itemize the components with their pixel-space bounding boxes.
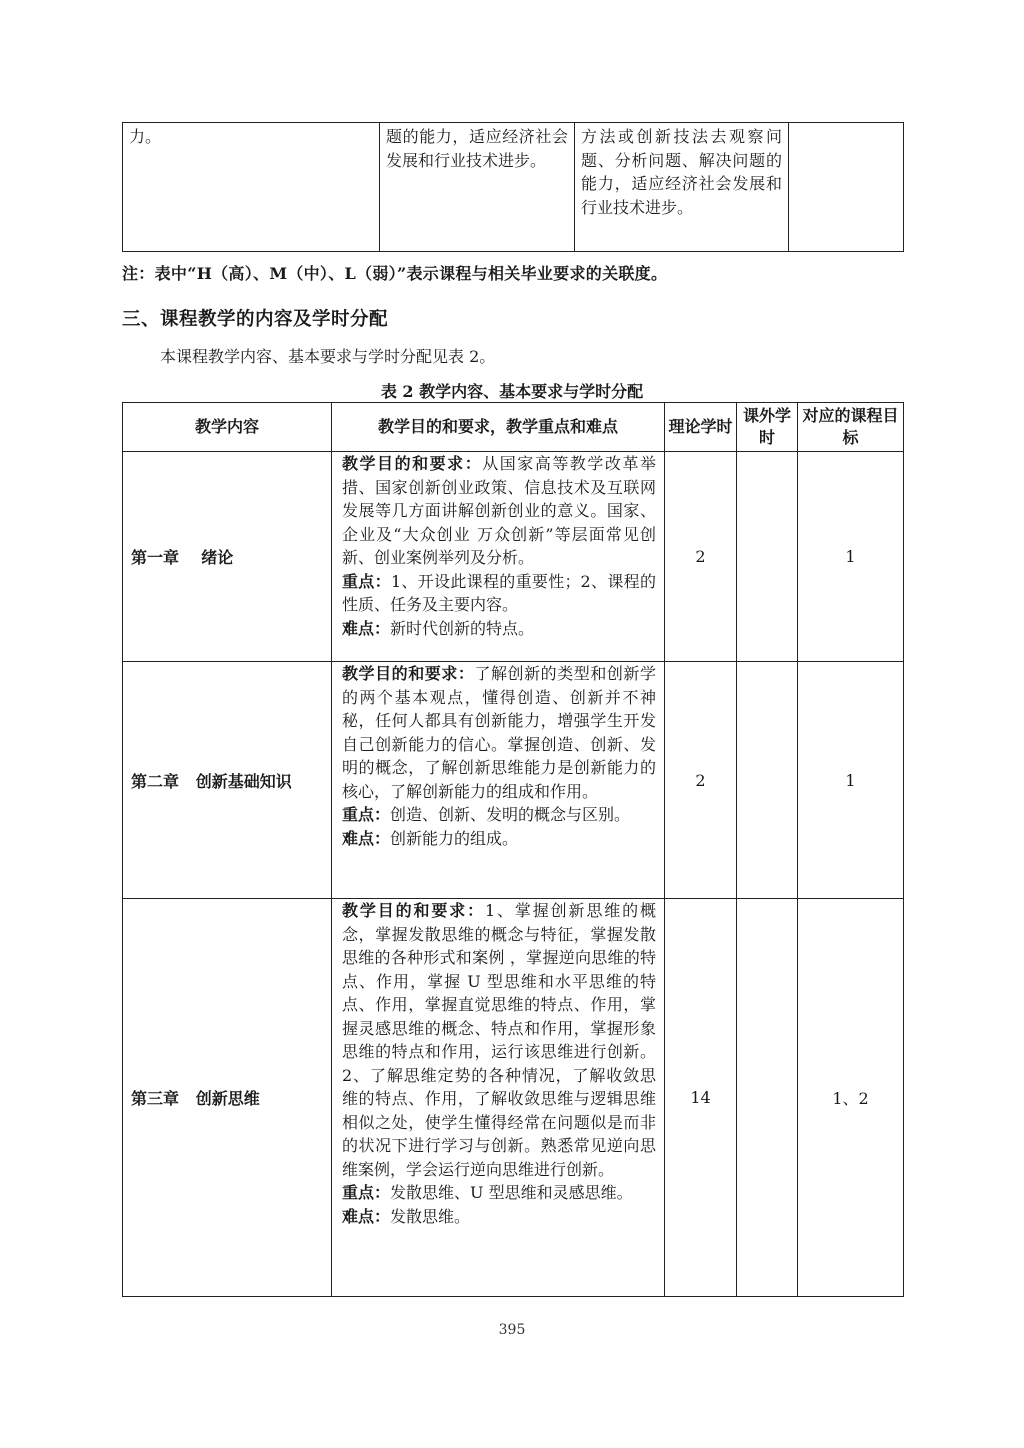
table-cell xyxy=(789,123,904,252)
key-label: 重点： xyxy=(342,805,391,824)
goal-label: 教学目的和要求： xyxy=(342,454,483,473)
header-goals: 教学目的和要求，教学重点和难点 xyxy=(332,403,665,452)
key-label: 重点： xyxy=(342,571,391,591)
intro-paragraph: 本课程教学内容、基本要求与学时分配见表 2。 xyxy=(160,347,496,366)
chapter-title: 第一章 绪论 xyxy=(123,452,332,662)
goal-label: 教学目的和要求： xyxy=(342,664,475,683)
difficulty-text: 创新能力的组成。 xyxy=(390,828,519,848)
course-objective: 1 xyxy=(798,662,904,899)
goal-text: 1、掌握创新思维的概念，掌握发散思维的概念与特征，掌握发散思维的各种形式和案例 ，掌握逆向思维的特点、作用，掌握 U 型思维和水平思维的特点、作用，掌握直觉思维的特点、作用，掌握灵感思维的概念、特点和作用，掌握形象思维的特点和作用，运行该思维进行创新。2、了解思维定势的各种情况，了解收敛思维的特点、作用，了解收敛思维与逻辑思维相似之处，使学生懂得经常在问题似是而非的状况下进行学习与创新。熟悉常见逆向思维案例，学会运行逆向思维进行创新。 xyxy=(342,901,656,1179)
difficulty-label: 难点： xyxy=(342,618,391,638)
content-hours-table xyxy=(122,402,904,1297)
header-extra-hours: 课外学时 xyxy=(737,403,798,452)
chapter-description xyxy=(332,662,665,899)
chapter-description xyxy=(332,899,665,1297)
difficulty-label: 难点： xyxy=(342,828,391,848)
header-objectives: 对应的课程目标 xyxy=(798,403,904,452)
goal-text: 了解创新的类型和创新学的两个基本观点，懂得创造、创新并不神秘，任何人都具有创新能力，增强学生开发自己创新能力的信心。掌握创造、创新、发明的概念，了解创新思维能力是创新能力的核心，了解创新能力的组成和作用。 xyxy=(342,664,656,801)
header-theory-hours: 理论学时 xyxy=(665,403,737,452)
extra-hours xyxy=(737,452,798,662)
page-number: 395 xyxy=(498,1322,526,1338)
continuation-table xyxy=(122,122,904,252)
table-cell: 力。 xyxy=(123,123,380,252)
goal-label: 教学目的和要求： xyxy=(342,901,485,920)
difficulty-text: 发散思维。 xyxy=(390,1206,471,1226)
table-caption: 表 2 教学内容、基本要求与学时分配 xyxy=(380,382,644,401)
table-cell: 题的能力，适应经济社会发展和行业技术进步。 xyxy=(380,123,575,252)
table-row xyxy=(123,123,904,252)
key-text: 创造、创新、发明的概念与区别。 xyxy=(390,805,631,824)
goal-text: 从国家高等教学改革举措、国家创新创业政策、信息技术及互联网发展等几方面讲解创新创业的意义。国家、企业及“大众创业 万众创新”等层面常见创新、创业案例举列及分析。 xyxy=(342,454,656,567)
chapter-title: 第三章 创新思维 xyxy=(123,899,332,1297)
table-header-row xyxy=(123,403,904,452)
chapter-title: 第二章 创新基础知识 xyxy=(123,662,332,899)
theory-hours: 14 xyxy=(665,899,737,1297)
theory-hours: 2 xyxy=(665,452,737,662)
header-content: 教学内容 xyxy=(123,403,332,452)
table-row xyxy=(123,899,904,1297)
table-cell: 方法或创新技法去观察问题、分析问题、解决问题的能力，适应经济社会发展和行业技术进步。 xyxy=(575,123,789,252)
course-objective: 1 xyxy=(798,452,904,662)
table-row xyxy=(123,452,904,662)
difficulty-text: 新时代创新的特点。 xyxy=(390,618,535,638)
difficulty-label: 难点： xyxy=(342,1206,391,1226)
chapter-description xyxy=(332,452,665,662)
extra-hours xyxy=(737,899,798,1297)
course-objective: 1、2 xyxy=(798,899,904,1297)
section-title: 三、课程教学的内容及学时分配 xyxy=(122,309,389,330)
table-note: 注：表中“H（高）、M（中）、L（弱）”表示课程与相关毕业要求的关联度。 xyxy=(122,264,668,283)
table-row xyxy=(123,662,904,899)
key-text: 发散思维、U 型思维和灵感思维。 xyxy=(390,1183,633,1202)
key-label: 重点： xyxy=(342,1183,391,1202)
extra-hours xyxy=(737,662,798,899)
theory-hours: 2 xyxy=(665,662,737,899)
key-text: 1、开设此课程的重要性；2、课程的性质、任务及主要内容。 xyxy=(342,571,656,614)
